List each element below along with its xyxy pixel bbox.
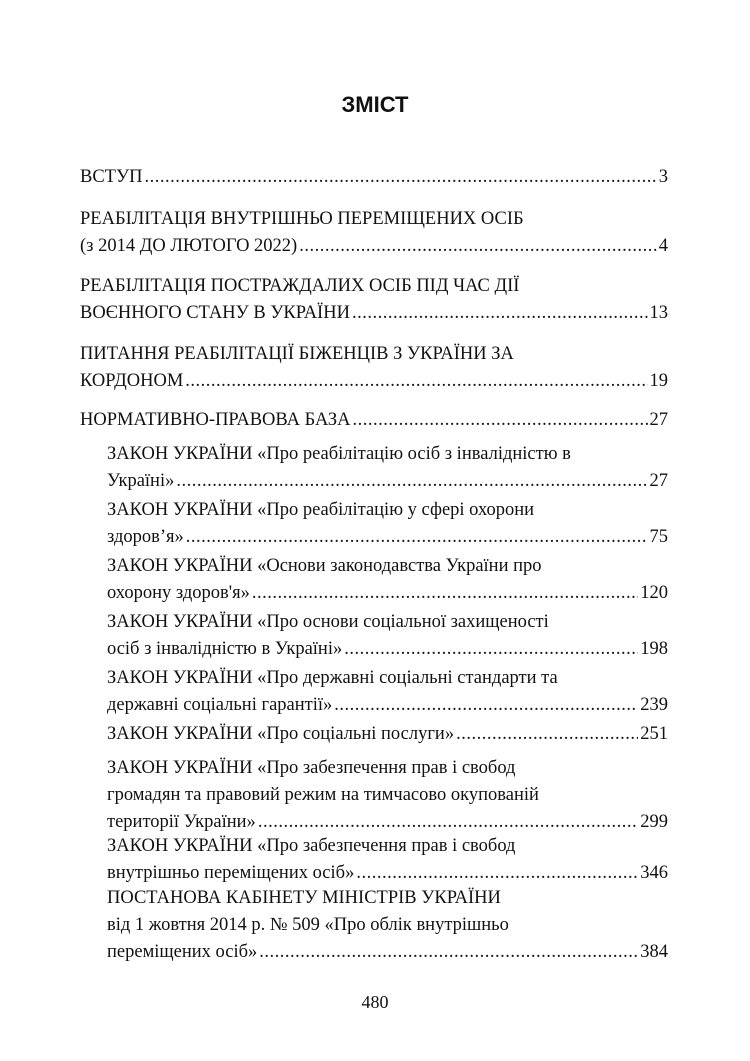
toc-page-number: 4 xyxy=(658,236,668,256)
dot-leader xyxy=(344,636,638,663)
toc-entry-title-line: ЗАКОН УКРАЇНИ «Про реабілітацію осіб з інвалідністю в xyxy=(107,444,571,464)
toc-entry-last-line xyxy=(80,368,668,395)
toc-entry xyxy=(80,341,668,395)
toc-entry-title-line: здоров’я» xyxy=(107,527,184,547)
toc-entry-last-line xyxy=(107,809,668,836)
toc-entry xyxy=(107,885,668,966)
toc-entry-title-line: КОРДОНОМ xyxy=(80,371,184,391)
toc-entry-title-line: Україні» xyxy=(107,471,175,491)
dot-leader xyxy=(185,368,647,395)
toc-entry-title-line: від 1 жовтня 2014 р. № 509 «Про облік внутрішньо xyxy=(107,915,509,935)
toc-page-number: 198 xyxy=(640,639,668,659)
dot-leader xyxy=(252,580,638,607)
toc-page-number: 120 xyxy=(640,583,668,603)
toc-entry xyxy=(107,441,668,495)
toc-entry-last-line xyxy=(107,636,668,663)
toc-entry-title-line: ВСТУП xyxy=(80,167,143,187)
toc-entry-last-line xyxy=(80,300,668,327)
dot-leader xyxy=(352,300,648,327)
toc-entry-title-line: охорону здоров'я» xyxy=(107,583,250,603)
toc-entry-title-line: НОРМАТИВНО-ПРАВОВА БАЗА xyxy=(80,410,351,430)
toc-entry xyxy=(107,609,668,663)
dot-leader xyxy=(176,468,647,495)
toc-page-number: 19 xyxy=(649,371,668,391)
toc-entry-title-line: ПОСТАНОВА КАБІНЕТУ МІНІСТРІВ УКРАЇНИ xyxy=(107,888,501,908)
toc-entry xyxy=(80,407,668,434)
toc-entry-title-line: ЗАКОН УКРАЇНИ «Про реабілітацію у сфері охорони xyxy=(107,500,535,520)
dot-leader xyxy=(299,233,657,260)
toc-page-number: 251 xyxy=(640,724,668,744)
toc-entry xyxy=(107,755,668,836)
toc-page-number: 3 xyxy=(658,167,668,187)
page-number: 480 xyxy=(361,992,389,1012)
toc-entry-title-line: ЗАКОН УКРАЇНИ «Про забезпечення прав і свобод xyxy=(107,836,516,856)
toc-page-number: 346 xyxy=(640,863,668,883)
toc-entry-last-line xyxy=(107,860,668,887)
toc-page-number: 299 xyxy=(640,812,668,832)
toc-entry xyxy=(107,833,668,887)
toc-entry-title-line: РЕАБІЛІТАЦІЯ ВНУТРІШНЬО ПЕРЕМІЩЕНИХ ОСІБ xyxy=(80,209,524,229)
toc-page-number: 384 xyxy=(640,942,668,962)
toc-entry-last-line xyxy=(107,721,668,748)
toc-entry-title-line: осіб з інвалідністю в Україні» xyxy=(107,639,343,659)
toc-entry-last-line xyxy=(107,692,668,719)
toc-entry-last-line xyxy=(80,233,668,260)
toc-entry-title-line: ЗАКОН УКРАЇНИ «Основи законодавства України про xyxy=(107,556,542,576)
toc-entry-last-line xyxy=(80,407,668,434)
toc-entry-last-line xyxy=(107,524,668,551)
toc-entry-title-line: громадян та правовий режим на тимчасово окупованій xyxy=(107,785,539,805)
toc-entry-title-line: РЕАБІЛІТАЦІЯ ПОСТРАЖДАЛИХ ОСІБ ПІД ЧАС ДІЇ xyxy=(80,276,520,296)
toc-entry xyxy=(80,164,668,191)
dot-leader xyxy=(356,860,638,887)
toc-entry-title-line: державні соціальні гарантії» xyxy=(107,695,333,715)
toc-entry xyxy=(107,721,668,748)
dot-leader xyxy=(456,721,638,748)
toc-page-number: 27 xyxy=(649,410,668,430)
dot-leader xyxy=(144,164,656,191)
toc-entry xyxy=(80,206,668,260)
toc-entry-title-line: ЗАКОН УКРАЇНИ «Про основи соціальної захищеності xyxy=(107,612,549,632)
toc-entry-last-line xyxy=(107,468,668,495)
toc-entry-title-line: внутрішньо переміщених осіб» xyxy=(107,863,355,883)
toc-page-number: 239 xyxy=(640,695,668,715)
dot-leader xyxy=(352,407,647,434)
toc-entry-title-line: (з 2014 ДО ЛЮТОГО 2022) xyxy=(80,236,298,256)
toc-entry xyxy=(107,665,668,719)
toc-entry xyxy=(107,553,668,607)
toc-entry-last-line xyxy=(80,164,668,191)
toc-entry-title-line: ЗАКОН УКРАЇНИ «Про соціальні послуги» xyxy=(107,724,455,744)
toc-entry-title-line: ПИТАННЯ РЕАБІЛІТАЦІЇ БІЖЕНЦІВ З УКРАЇНИ ЗА xyxy=(80,344,514,364)
toc-entry-title-line: ВОЄННОГО СТАНУ В УКРАЇНИ xyxy=(80,303,350,323)
toc-entry xyxy=(80,273,668,327)
toc-entry-title-line: ЗАКОН УКРАЇНИ «Про державні соціальні стандарти та xyxy=(107,668,558,688)
toc-page-number: 13 xyxy=(649,303,668,323)
toc-entry xyxy=(107,497,668,551)
toc-entry-last-line xyxy=(107,580,668,607)
page-title: ЗМІСТ xyxy=(341,92,409,117)
dot-leader xyxy=(258,809,638,836)
dot-leader xyxy=(186,524,648,551)
toc-page-number: 75 xyxy=(649,527,668,547)
dot-leader xyxy=(259,939,638,966)
toc-page-number: 27 xyxy=(649,471,668,491)
toc-entry-last-line xyxy=(107,939,668,966)
toc-entry-title-line: ЗАКОН УКРАЇНИ «Про забезпечення прав і свобод xyxy=(107,758,516,778)
toc-entry-title-line: території України» xyxy=(107,812,256,832)
dot-leader xyxy=(334,692,638,719)
toc-entry-title-line: переміщених осіб» xyxy=(107,942,258,962)
